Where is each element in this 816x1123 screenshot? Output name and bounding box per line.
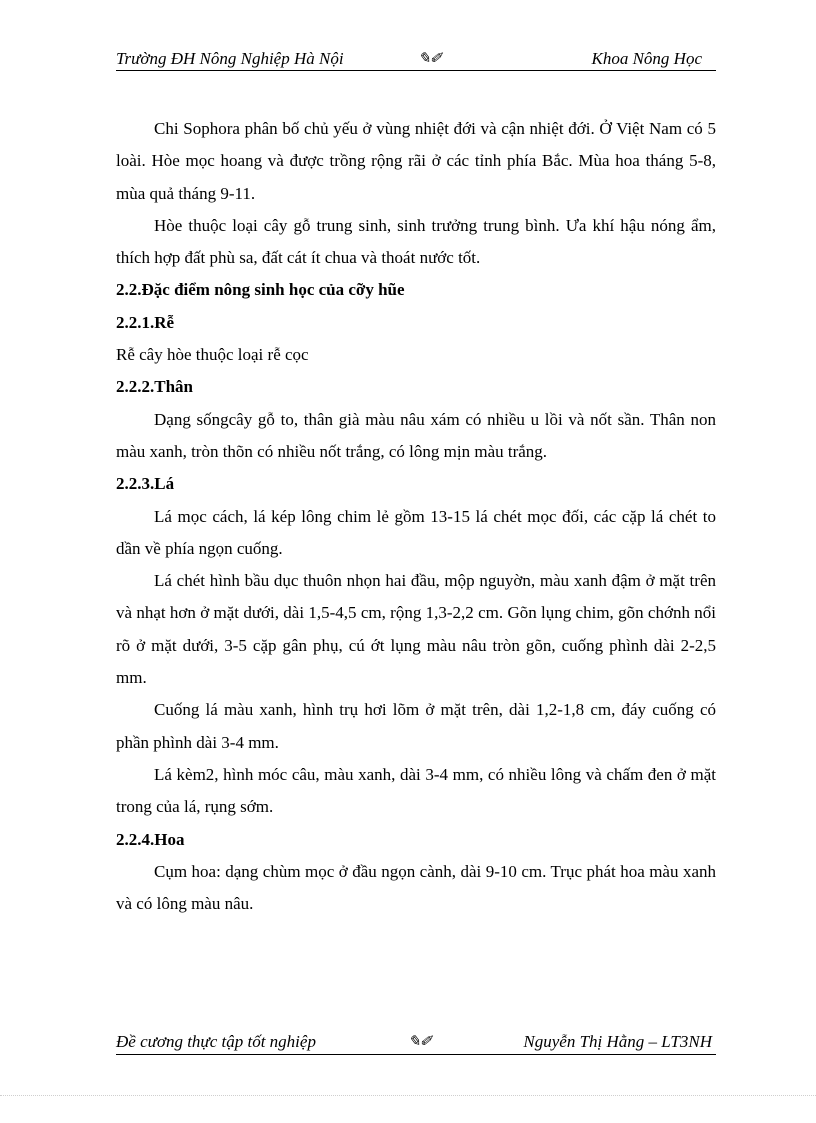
paragraph-stem: Dạng sốngcây gỗ to, thân già màu nâu xám có nhiều u lồi và nốt sần. Thân non màu xanh, tròn thõn có nhiều nốt trắng, có lông mịn màu trắng. — [116, 409, 716, 461]
paragraph-leaf-4: Lá kèm2, hình móc câu, màu xanh, dài 3-4 mm, có nhiều lông và chấm đen ở mặt trong của lá, rụng sớm. — [116, 764, 716, 817]
header-faculty: Khoa Nông Học — [591, 49, 702, 68]
paragraph-flower: Cụm hoa: dạng chùm mọc ở đầu ngọn cành, dài 9-10 cm. Trục phát hoa màu xanh và có lông màu nâu. — [116, 861, 716, 914]
header-ornament-icon: ✎✐ — [418, 51, 442, 67]
heading-2-2: 2.2.Đặc điểm nông sinh học của cỡy hũe — [116, 280, 405, 300]
paragraph-root: Rễ cây hòe thuộc loại rễ cọc — [116, 345, 309, 365]
heading-2-2-3: 2.2.3.Lá — [116, 474, 175, 494]
paragraph-ecology: Hòe thuộc loại cây gỗ trung sinh, sinh trưởng trung bình. Ưa khí hậu nóng ẩm, thích hợp đất phù sa, đất cát ít chua và thoát nước tốt. — [116, 215, 716, 268]
page-footer — [116, 1030, 716, 1055]
paragraph-leaf-1: Lá mọc cách, lá kép lông chim lẻ gồm 13-15 lá chét mọc đối, các cặp lá chét to dần về phía ngọn cuống. — [116, 506, 716, 558]
paragraph-leaf-3: Cuống lá màu xanh, hình trụ hơi lõm ở mặt trên, dài 1,2-1,8 cm, đáy cuống có phần phình dài 3-4 mm. — [116, 700, 716, 752]
heading-2-2-4: 2.2.4.Hoa — [116, 829, 185, 849]
page-break-divider — [0, 1095, 816, 1096]
footer-title: Đề cương thực tập tốt nghiệp — [116, 1032, 316, 1051]
header-university: Trường ĐH Nông Nghiệp Hà Nội — [116, 49, 344, 68]
document-body — [116, 113, 716, 920]
page-header — [116, 46, 716, 71]
heading-2-2-1: 2.2.1.Rễ — [116, 312, 175, 332]
paragraph-distribution: Chi Sophora phân bố chủ yếu ở vùng nhiệt đới và cận nhiệt đới. Ở Việt Nam có 5 loài. Hòe mọc hoang và được trồng rộng rãi ở các tỉnh phía Bắc. Mùa hoa tháng 5-8, mùa quả tháng 9-11. — [116, 119, 716, 203]
heading-2-2-2: 2.2.2.Thân — [116, 377, 193, 397]
paragraph-leaf-2: Lá chét hình bầu dục thuôn nhọn hai đầu, mộp nguyờn, màu xanh đậm ở mặt trên và nhạt hơn ở mặt dưới, dài 1,5-4,5 cm, rộng 1,3-2,2 cm. Gõn lụng chim, gõn chớnh nổi rõ ở mặt dưới, 3-5 cặp gân phụ, cú ớt lụng màu nâu tròn gõn, cuống phình dài 2-2,5 mm. — [116, 571, 716, 688]
footer-ornament-icon: ✎✐ — [408, 1034, 432, 1050]
footer-author: Nguyễn Thị Hằng – LT3NH — [523, 1032, 712, 1051]
